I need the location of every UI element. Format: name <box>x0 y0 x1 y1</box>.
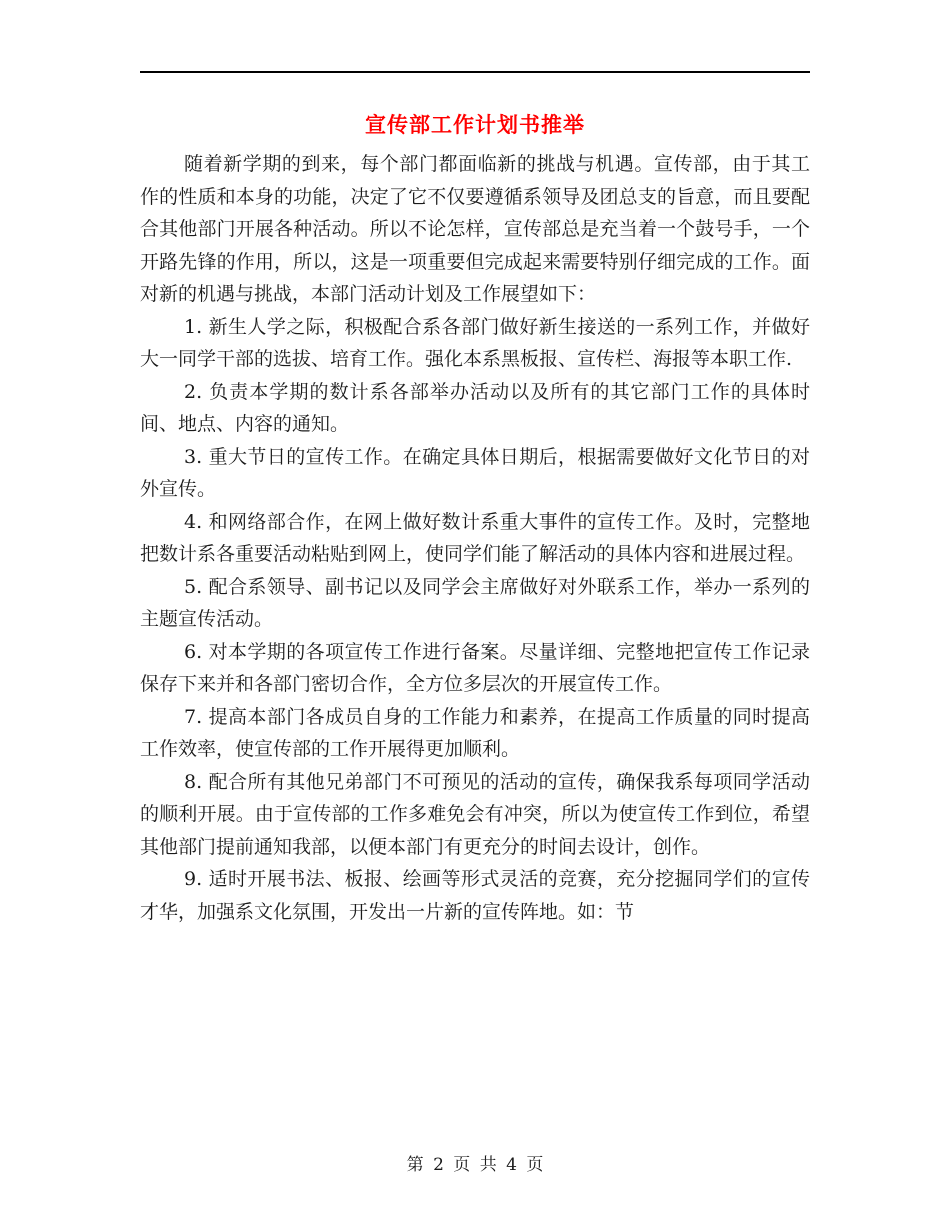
plan-item-2: 2. 负责本学期的数计系各部举办活动以及所有的其它部门工作的具体时间、地点、内容的通知。 <box>140 380 810 435</box>
plan-item-1: 1. 新生人学之际，积极配合系各部门做好新生接送的一系列工作，并做好大一同学干部的选拔、培育工作。强化本系黑板报、宣传栏、海报等本职工作. <box>140 315 810 370</box>
plan-item-9: 9. 适时开展书法、板报、绘画等形式灵活的竞赛，充分挖掘同学们的宣传才华，加强系文化氛围，开发出一片新的宣传阵地。如：节 <box>140 868 810 923</box>
document-body <box>140 148 810 928</box>
plan-item-7: 7. 提高本部门各成员自身的工作能力和素养，在提高工作质量的同时提高工作效率，使宣传部的工作开展得更加顺利。 <box>140 705 810 760</box>
header-rule <box>140 71 810 73</box>
plan-item-4: 4. 和网络部合作，在网上做好数计系重大事件的宣传工作。及时，完整地把数计系各重要活动粘贴到网上，使同学们能了解活动的具体内容和进展过程。 <box>140 510 810 565</box>
intro-paragraph: 随着新学期的到来，每个部门都面临新的挑战与机遇。宣传部，由于其工作的性质和本身的功能，决定了它不仅要遵循系领导及团总支的旨意，而且要配合其他部门开展各种活动。所以不论怎样，宣传部总是充当着一个鼓号手，一个开路先锋的作用，所以，这是一项重要但完成起来需要特别仔细完成的工作。面对新的机遇与挑战，本部门活动计划及工作展望如下： <box>140 153 810 305</box>
document-title: 宣传部工作计划书推举 <box>365 113 585 137</box>
plan-item-8: 8. 配合所有其他兄弟部门不可预见的活动的宣传，确保我系每项同学活动的顺利开展。由于宣传部的工作多难免会有冲突，所以为使宣传工作到位，希望其他部门提前通知我部，以便本部门有更充分的时间去设计，创作。 <box>140 770 810 858</box>
page-number: 第 2 页 共 4 页 <box>406 1155 544 1175</box>
plan-item-6: 6. 对本学期的各项宣传工作进行备案。尽量详细、完整地把宣传工作记录保存下来并和各部门密切合作，全方位多层次的开展宣传工作。 <box>140 640 810 695</box>
plan-item-3: 3. 重大节日的宣传工作。在确定具体日期后，根据需要做好文化节日的对外宣传。 <box>140 445 810 500</box>
plan-item-5: 5. 配合系领导、副书记以及同学会主席做好对外联系工作，举办一系列的主题宣传活动。 <box>140 575 810 630</box>
